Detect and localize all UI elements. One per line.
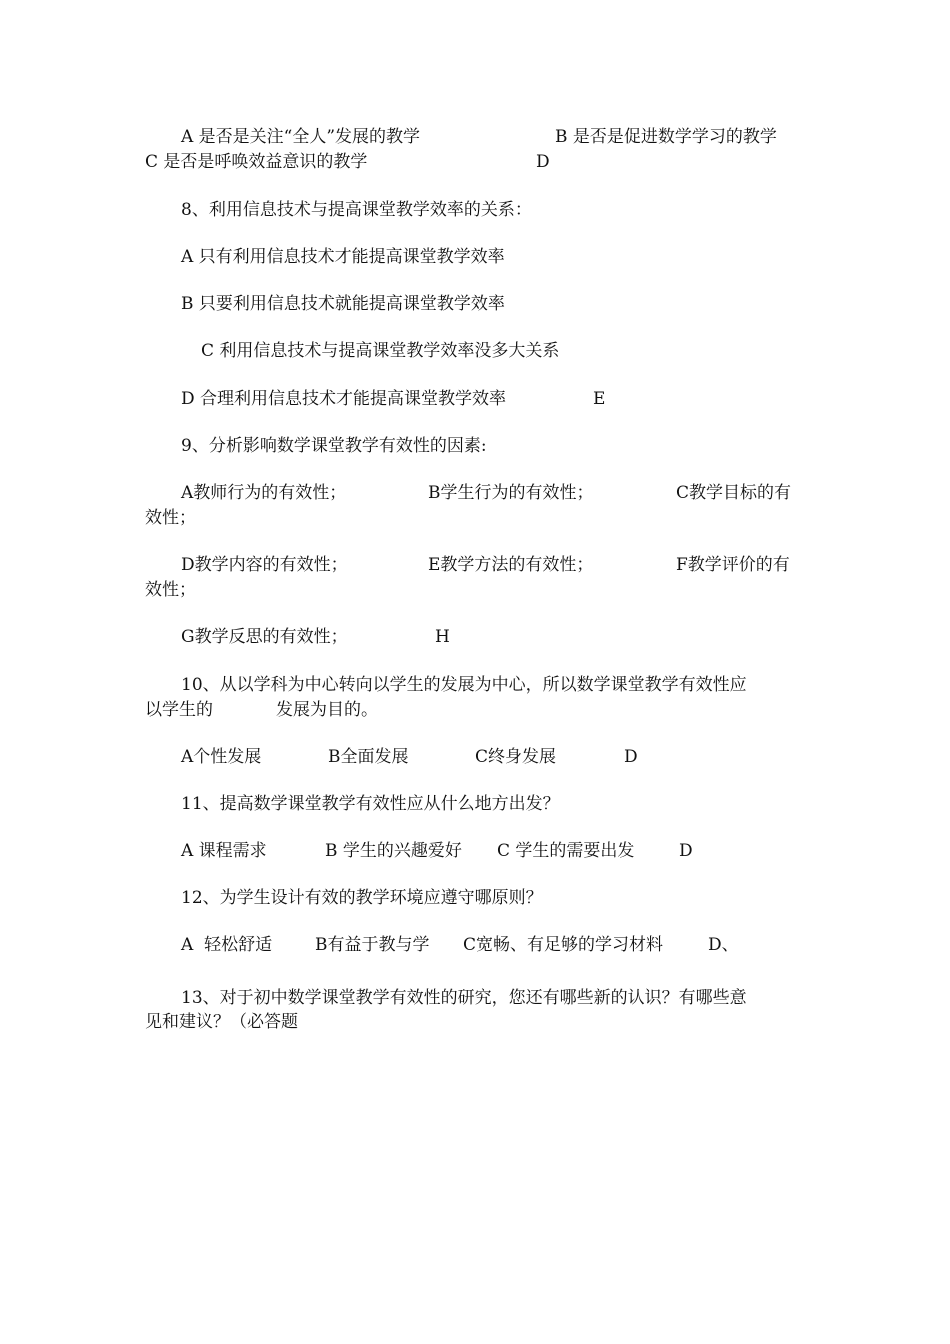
q11-stem: 11、提高数学课堂教学有效性应从什么地方出发？ xyxy=(181,794,560,814)
q10-option-a: A个性发展 xyxy=(181,747,262,767)
q9-option-g: G教学反思的有效性； xyxy=(181,627,348,647)
q7-option-b: B 是否是促进数学学习的教学 xyxy=(555,127,777,147)
q9-option-e: E教学方法的有效性； xyxy=(428,555,594,575)
q11-option-a: A 课程需求 xyxy=(181,841,267,861)
q13-stem: 13、对于初中数学课堂教学有效性的研究，您还有哪些新的认识？有哪些意 xyxy=(181,988,747,1008)
q9-option-a: A教师行为的有效性； xyxy=(181,483,347,503)
q9-option-h: H xyxy=(435,627,450,647)
q12-stem: 12、为学生设计有效的教学环境应遵守哪原则？ xyxy=(181,888,543,908)
q12-option-b: B有益于教与学 xyxy=(315,935,430,955)
q10-stem-cont: 以学生的 xyxy=(145,700,213,720)
q9-stem: 9、分析影响数学课堂教学有效性的因素: xyxy=(181,436,487,456)
q10-option-d: D xyxy=(624,747,638,767)
q12-option-a: A 轻松舒适 xyxy=(181,935,273,955)
q12-option-d: D、 xyxy=(708,935,739,955)
q9-option-b: B学生行为的有效性； xyxy=(428,483,594,503)
q8-option-a: A 只有利用信息技术才能提高课堂教学效率 xyxy=(181,247,505,267)
q12-option-c: C宽畅、有足够的学习材料 xyxy=(463,935,664,955)
q8-option-b: B 只要利用信息技术就能提高课堂教学效率 xyxy=(181,294,505,314)
q10-option-c: C终身发展 xyxy=(475,747,557,767)
q8-option-c: C 利用信息技术与提高课堂教学效率没多大关系 xyxy=(201,341,560,361)
q7-option-d: D xyxy=(536,152,550,172)
q11-option-d: D xyxy=(679,841,693,861)
q9-option-f-cont: 效性； xyxy=(145,580,196,600)
q10-stem: 10、从以学科为中心转向以学生的发展为中心，所以数学课堂教学有效性应 xyxy=(181,675,747,695)
q9-option-c-cont: 效性； xyxy=(145,508,196,528)
q13-stem-cont: 见和建议？（必答题 xyxy=(145,1012,298,1032)
q7-option-a: A 是否是关注“全人”发展的教学 xyxy=(181,127,421,147)
q8-option-d: D 合理利用信息技术才能提高课堂教学效率 xyxy=(181,389,507,409)
q11-option-c: C 学生的需要出发 xyxy=(497,841,635,861)
q9-option-c: C教学目标的有 xyxy=(676,483,792,503)
q11-option-b: B 学生的兴趣爱好 xyxy=(325,841,462,861)
q9-option-f: F教学评价的有 xyxy=(676,555,790,575)
q8-option-e: E xyxy=(593,389,606,409)
q9-option-d: D教学内容的有效性； xyxy=(181,555,348,575)
q10-option-b: B全面发展 xyxy=(328,747,409,767)
q10-stem-blank-after: 发展为目的。 xyxy=(276,700,378,720)
q7-option-c: C 是否是呼唤效益意识的教学 xyxy=(145,152,368,172)
q8-stem: 8、利用信息技术与提高课堂教学效率的关系： xyxy=(181,200,532,220)
